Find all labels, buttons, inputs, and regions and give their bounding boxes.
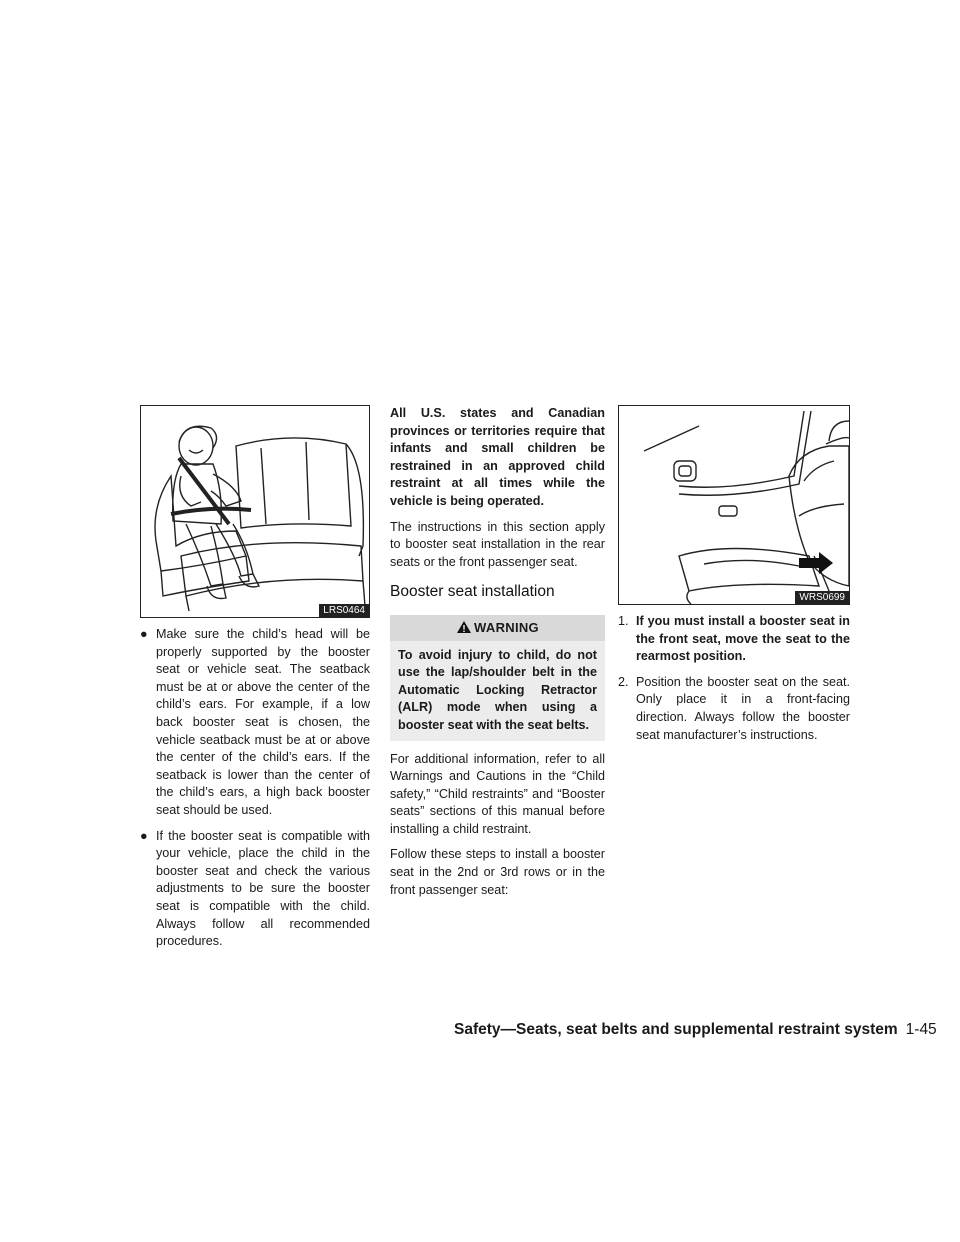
warning-header [390, 615, 605, 641]
steps-list [618, 613, 850, 744]
steps-intro-paragraph: Follow these steps to install a booster seat in the 2nd or 3rd rows or in the front passenger seat: [390, 847, 605, 897]
footer-section-title: Safety—Seats, seat belts and supplemental restraint system [454, 1021, 898, 1038]
step-number: 1. [618, 614, 629, 628]
bullet-list [140, 626, 370, 951]
figure-label: LRS0464 [319, 604, 369, 617]
list-item [140, 828, 370, 951]
additional-info-paragraph: For additional information, refer to all Warnings and Cautions in the “Child safety,” “Child restraints” and “Booster seats” sections of this manual before installing a child restraint. [390, 751, 605, 836]
section-title: Booster seat installation [390, 583, 555, 601]
warning-text: To avoid injury to child, do not use the lap/shoulder belt in the Automatic Locking Retractor (ALR) mode when using a booster seat with the seat belts. [390, 641, 605, 741]
figure-label: WRS0699 [795, 591, 849, 604]
right-column [618, 405, 850, 752]
step-text: If you must install a booster seat in the front seat, move the seat to the rearmost position. [636, 614, 850, 664]
bullet-icon: ● [140, 627, 148, 641]
warning-box [390, 615, 605, 741]
front-seat-illustration [619, 406, 849, 604]
left-column [140, 405, 370, 959]
child-in-booster-illustration [141, 406, 369, 617]
booster-seat-child-figure [140, 405, 370, 618]
warning-triangle-icon [456, 620, 472, 634]
step-text: Position the booster seat on the seat. Only place it in a front-facing direction. Always follow the booster seat manufacturer’s instructions. [636, 674, 850, 742]
list-item [140, 626, 370, 820]
bullet-text: Make sure the child’s head will be properly supported by the booster seat or vehicle seat. The seatback must be at or above the center of the child’s ears. For example, if a low back booster seat is chosen, the vehicle seatback must be at or above the center of the child’s ears. If the seatback is lower than the center of the child’s ears, a high back booster seat should be used. [156, 627, 370, 817]
step-number: 2. [618, 674, 629, 689]
front-seat-figure [618, 405, 850, 605]
intro-paragraph: The instructions in this section apply to booster seat installation in the rear seats or the front passenger seat. [390, 519, 605, 569]
list-item [618, 674, 850, 744]
intro-bold-paragraph: All U.S. states and Canadian provinces or territories require that infants and small children be restrained in an approved child restraint at all times while the vehicle is being operated. [390, 406, 605, 508]
warning-label: WARNING [474, 619, 539, 635]
list-item [618, 613, 850, 666]
page-number: 1-45 [905, 1021, 937, 1038]
page-footer [454, 1021, 937, 1039]
bullet-text: If the booster seat is compatible with your vehicle, place the child in the booster seat and check the various adjustments to be sure the booster seat is compatible with the child. Always follow all recommended procedures. [156, 828, 370, 949]
middle-column [390, 405, 605, 907]
bullet-icon: ● [140, 828, 148, 843]
